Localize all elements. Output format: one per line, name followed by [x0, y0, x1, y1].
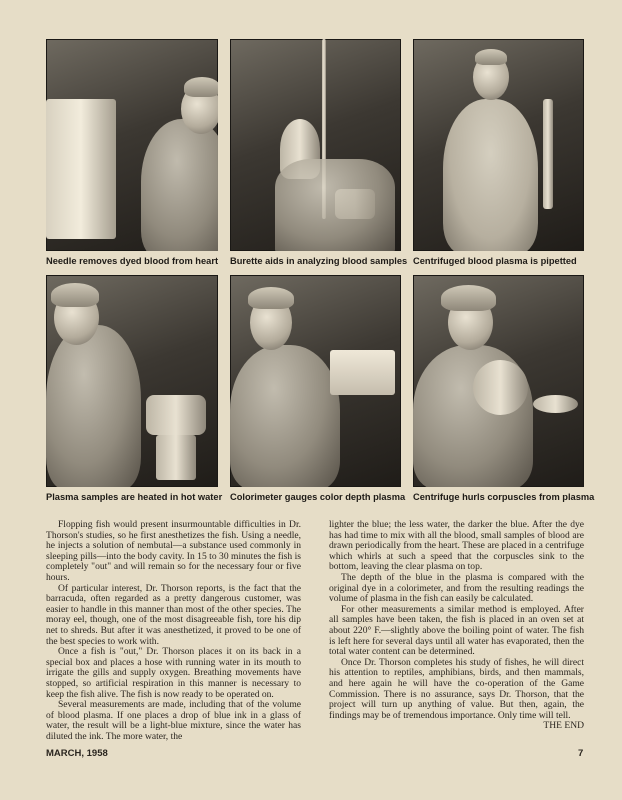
photo-pipette [413, 39, 584, 251]
photo-burette [230, 39, 401, 251]
article-column-left [46, 520, 301, 742]
paragraph: For other measurements a similar method is employed. After all samples have been taken, the fish is placed in an oven set at about 220° F.—slightly above the boiling point of water. The fish is left here for several days until all water has evaporated, then the total water content can be determined. [329, 603, 584, 658]
end-mark: THE END [543, 720, 584, 732]
photo-hot-water [46, 275, 218, 487]
paragraph: Flopping fish would present insurmountable difficulties in Dr. Thorson's studies, so he first anesthetizes the fish. Using a needle, he injects a solution of nembutal—a substance used commonly in sleeping pills—into the body cavity. In 15 to 30 minutes the fish is completely "out" and will remain so for the necessary four or five hours. [46, 519, 301, 583]
paragraph: Of particular interest, Dr. Thorson reports, is the fact that the barracuda, often regarded as a pretty dangerous customer, was easier to handle in this manner than most of the other species. The moray eel, though, one of the most disagreeable fish, tore his dip net to shreds. But after it was anesthetized, it proved to be one of the best species to work with. [46, 582, 301, 647]
caption-4: Plasma samples are heated in hot water [46, 492, 223, 502]
paragraph: Several measurements are made, including that of the volume of blood plasma. If one places a drop of blue ink in a glass of water, the result will be a light-blue mixture, since the water has diluted the ink. The more water, the [46, 699, 301, 742]
page-number: 7 [578, 748, 584, 759]
paragraph: Once Dr. Thorson completes his study of fishes, he will direct his attention to reptiles, amphibians, birds, and then mammals, and here again he will have the co-operation of the Game Commission. There is no assurance, says Dr. Thorson, that the project will turn up anything of value. But then, again, the findings may be of tremendous importance. Only time will tell. [329, 656, 584, 721]
paragraph: Once a fish is "out," Dr. Thorson places it on its back in a special box and places a hose with running water in its mouth to irrigate the gills and supply oxygen. Breathing movements have stopped, so artificial respiration in this manner is necessary to keep the fish alive. The fish is now ready to be operated on. [46, 646, 301, 700]
photo-needle [46, 39, 218, 251]
photo-centrifuge [413, 275, 584, 487]
caption-3: Centrifuged blood plasma is pipetted [413, 256, 577, 266]
caption-5: Colorimeter gauges color depth plasma [230, 492, 406, 502]
caption-2: Burette aids in analyzing blood samples [230, 256, 408, 266]
caption-1: Needle removes dyed blood from heart [46, 256, 219, 266]
paragraph: The depth of the blue in the plasma is compared with the original dye in a colorimeter, and from the resulting readings the volume of plasma in the fish can easily be calculated. [329, 571, 584, 605]
paragraph: lighter the blue; the less water, the darker the blue. After the dye has had time to mix with all the blood, small samples of blood are drawn periodically from the heart. These are placed in a centrifuge which whirls at such a speed that the corpuscles sink to the bottom, leaving the clear plasma on top. [329, 519, 584, 573]
footer-date: MARCH, 1958 [46, 748, 108, 759]
photo-colorimeter [230, 275, 401, 487]
caption-6: Centrifuge hurls corpuscles from plasma [413, 492, 595, 502]
article-column-right [329, 520, 584, 732]
